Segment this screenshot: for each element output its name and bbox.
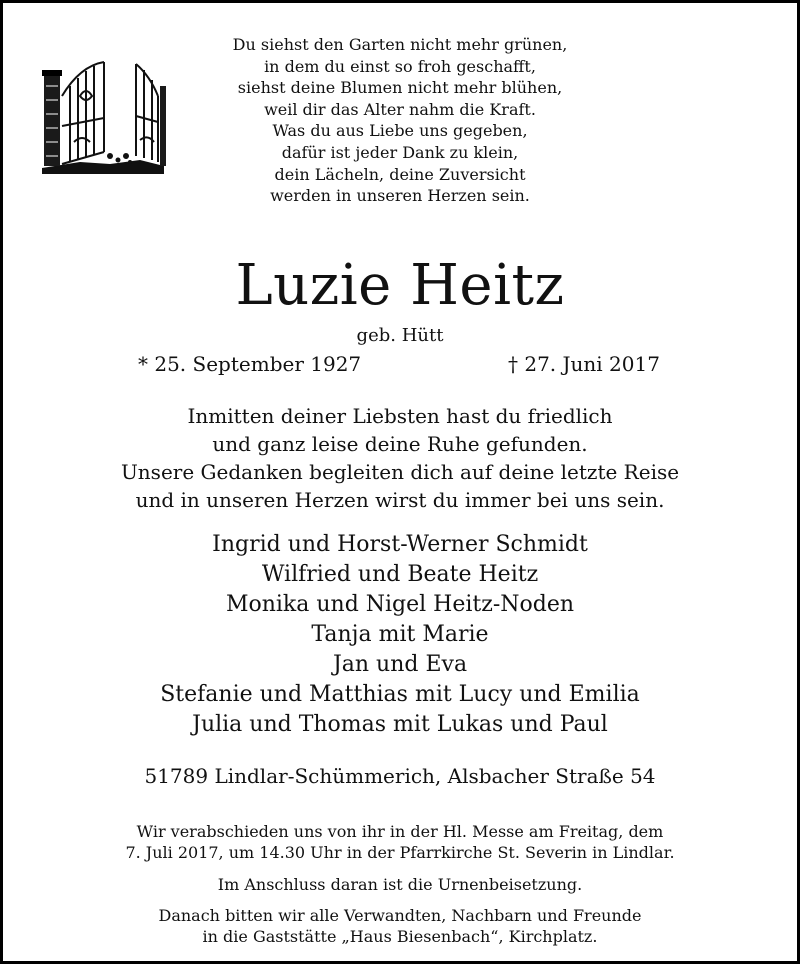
farewell-paragraph xyxy=(0,402,800,514)
notice-line: Danach bitten wir alle Verwandten, Nachbarn und Freunde xyxy=(158,906,642,925)
mourner-entry: Julia und Thomas mit Lukas und Paul xyxy=(192,712,608,737)
paragraph-line: Unsere Gedanken begleiten dich auf deine letzte Reise xyxy=(120,460,680,484)
deceased-name: Luzie Heitz xyxy=(235,253,565,318)
mourner-entry: Tanja mit Marie xyxy=(311,622,489,647)
mourner-entry: Stefanie und Matthias mit Lucy und Emilia xyxy=(160,682,640,707)
paragraph-line: und ganz leise deine Ruhe gefunden. xyxy=(212,432,588,456)
mourner-entry: Jan und Eva xyxy=(332,652,468,677)
poem-line: werden in unseren Herzen sein. xyxy=(270,186,530,206)
paragraph-line: Inmitten deiner Liebsten hast du friedlich xyxy=(187,404,613,428)
paragraph-line: und in unseren Herzen wirst du immer bei uns sein. xyxy=(135,488,665,512)
mourners-list xyxy=(0,530,800,740)
notice-line: Wir verabschieden uns von ihr in der Hl. Messe am Freitag, dem xyxy=(136,822,664,841)
urn-notice: Im Anschluss daran ist die Urnenbeisetzung. xyxy=(217,875,583,894)
death-date: † 27. Juni 2017 xyxy=(508,352,660,376)
garden-gate-icon xyxy=(40,56,166,174)
poem xyxy=(190,34,610,207)
mourner-entry: Ingrid und Horst-Werner Schmidt xyxy=(212,532,588,557)
notice-line: in die Gaststätte „Haus Biesenbach“, Kirchplatz. xyxy=(202,927,598,946)
invitation-notice xyxy=(0,905,800,947)
poem-line: dein Lächeln, deine Zuversicht xyxy=(274,164,526,184)
mourner-entry: Monika und Nigel Heitz-Noden xyxy=(225,592,575,617)
poem-line: weil dir das Alter nahm die Kraft. xyxy=(264,99,536,119)
maiden-name: geb. Hütt xyxy=(356,325,444,346)
poem-line: Was du aus Liebe uns gegeben, xyxy=(272,121,528,141)
poem-line: siehst deine Blumen nicht mehr blühen, xyxy=(237,78,563,98)
mourner-entry: Wilfried und Beate Heitz xyxy=(261,562,539,587)
notice-line: 7. Juli 2017, um 14.30 Uhr in der Pfarrkirche St. Severin in Lindlar. xyxy=(125,843,675,862)
poem-line: dafür ist jeder Dank zu klein, xyxy=(281,142,519,162)
birth-date: * 25. September 1927 xyxy=(138,352,362,376)
poem-line: in dem du einst so froh geschafft, xyxy=(264,56,536,76)
family-address: 51789 Lindlar-Schümmerich, Alsbacher Straße 54 xyxy=(144,764,656,788)
mass-notice xyxy=(0,821,800,863)
poem-line: Du siehst den Garten nicht mehr grünen, xyxy=(232,35,568,54)
